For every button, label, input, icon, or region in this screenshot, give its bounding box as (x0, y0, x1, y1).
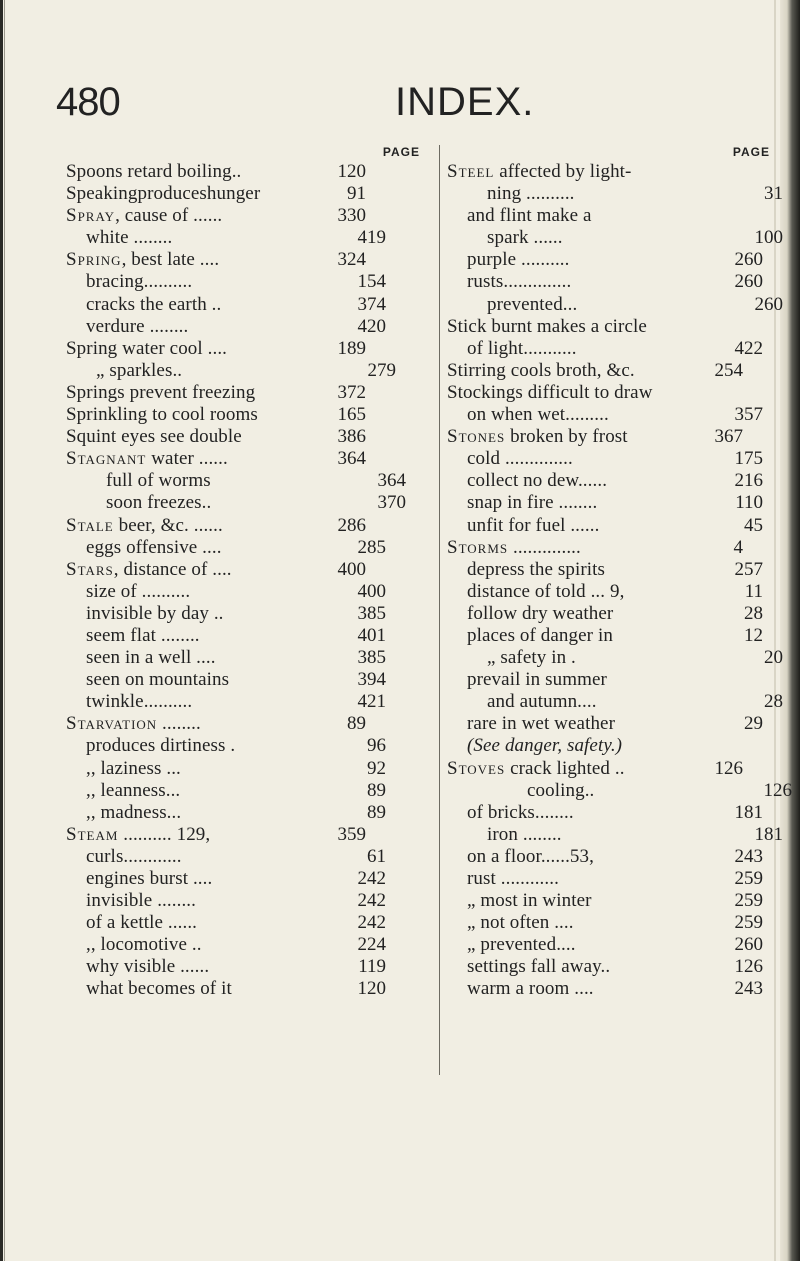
index-entry-page: 4 (733, 536, 743, 558)
index-entry-page: 259 (734, 912, 763, 934)
index-entry (447, 492, 763, 514)
index-entry (66, 360, 396, 382)
index-entry (66, 294, 386, 316)
index-entry-text: Steel affected by light- (447, 161, 632, 182)
index-entry-text: and autumn.... (487, 691, 597, 713)
index-entry-text: engines burst .... (86, 868, 213, 889)
index-entry-page: 422 (734, 337, 763, 359)
index-entry-text: settings fall away.. (467, 956, 611, 978)
index-entry-page: 400 (357, 580, 386, 602)
index-entry (66, 691, 386, 713)
index-entry (447, 824, 783, 846)
index-entry (447, 603, 763, 625)
index-entry-page: 216 (734, 470, 763, 492)
index-entry-page: 419 (357, 227, 386, 249)
index-column-left (66, 145, 436, 1001)
index-entry-text: seen in a well .... (86, 647, 216, 669)
index-entry (66, 470, 406, 492)
index-entry-page: 31 (764, 183, 783, 205)
index-entry-page: 260 (734, 934, 763, 956)
index-entry (66, 956, 386, 978)
index-entry (66, 316, 386, 338)
index-entry-page: 12 (744, 624, 763, 646)
page-column-label: PAGE (382, 145, 420, 159)
index-entry (66, 426, 366, 448)
index-entry-page: 421 (357, 691, 386, 713)
index-entry (447, 537, 743, 559)
index-entry-text: bracing.......... (86, 271, 193, 293)
index-entry-text: ,, laziness ... (86, 757, 181, 779)
index-entry-text: curls............ (86, 845, 182, 867)
index-entry-text: Sprinkling to cool rooms (66, 404, 258, 426)
index-entry-page: 401 (357, 624, 386, 646)
index-entry-text: rare in wet weather (467, 713, 616, 735)
index-entry (447, 183, 783, 205)
index-entry-page: 370 (377, 492, 406, 514)
index-entry-page: 374 (357, 293, 386, 315)
index-entry (66, 978, 386, 1000)
index-entry-page: 259 (734, 890, 763, 912)
index-entry-page: 286 (337, 514, 366, 536)
index-entry-page: 357 (734, 404, 763, 426)
index-entry-text: eggs offensive .... (86, 536, 222, 558)
index-entry-page: 89 (347, 713, 366, 735)
index-entry-text: Spoons retard boiling.. (66, 161, 242, 182)
index-entry-page: 259 (734, 868, 763, 889)
page-column-label: PAGE (732, 145, 770, 159)
index-entry (447, 581, 763, 603)
index-entry-text: verdure ........ (86, 315, 189, 337)
index-entry (66, 603, 386, 625)
index-entry-text: spark ...... (487, 227, 563, 249)
index-entry (447, 846, 763, 868)
index-entry-text: ,, madness... (86, 801, 182, 823)
index-entry (447, 316, 743, 338)
page-gutter-shadow (0, 0, 3, 1261)
index-entry-text: „ safety in . (487, 647, 576, 669)
index-column-right (447, 145, 792, 1001)
index-entry (66, 382, 366, 404)
index-entry-text: Spring, best late .... (66, 249, 220, 271)
index-entry-text: seem flat ........ (86, 624, 200, 646)
index-entry (447, 735, 763, 757)
index-entry (66, 249, 366, 271)
page-number: 480 (56, 80, 120, 124)
index-entry-text: Stirring cools broth, &c. (447, 359, 635, 381)
index-entry-page: 181 (754, 823, 783, 845)
index-entry-page: 11 (744, 580, 763, 602)
index-entry-page: 254 (714, 359, 743, 381)
index-entry-page: 92 (367, 757, 386, 779)
index-entry-page: 242 (357, 912, 386, 934)
index-entry-text: Squint eyes see double (66, 426, 242, 448)
index-entry-text: iron ........ (487, 823, 562, 845)
index-entry (447, 161, 743, 183)
page-header (56, 80, 756, 140)
index-entry (447, 448, 763, 470)
index-entry (66, 735, 386, 757)
index-entry-page: 330 (337, 205, 366, 227)
index-entry (66, 161, 366, 183)
index-entry (66, 713, 366, 735)
index-entry-text: of a kettle ...... (86, 912, 198, 934)
index-entry-text: ning .......... (487, 183, 575, 205)
index-entry (66, 338, 366, 360)
index-entry (447, 713, 763, 735)
index-entry-text: of bricks........ (467, 801, 574, 823)
index-entry-page: 386 (337, 426, 366, 448)
index-entry-text: rusts.............. (467, 271, 572, 293)
index-entry (447, 780, 792, 802)
index-entry (66, 492, 406, 514)
index-entry (66, 780, 386, 802)
index-entry-text: „ not often .... (467, 912, 574, 934)
index-entry (66, 934, 386, 956)
index-entry (66, 758, 386, 780)
index-entry-page: 89 (367, 801, 386, 823)
index-entry-page: 120 (357, 978, 386, 1000)
index-entry-page: 260 (754, 293, 783, 315)
page-gutter-line (4, 0, 5, 1261)
index-entry-text: collect no dew...... (467, 470, 608, 492)
index-entry-page: 324 (337, 249, 366, 271)
index-entry (66, 537, 386, 559)
index-entry-text: and flint make a (467, 205, 592, 227)
index-entry (66, 912, 386, 934)
index-entry (66, 271, 386, 293)
index-entry-text: what becomes of it (86, 978, 232, 1000)
index-entry-page: 364 (337, 448, 366, 470)
index-entry-text: Spray, cause of ...... (66, 205, 223, 227)
index-entry-page: 279 (367, 359, 396, 381)
index-entry-page: 260 (734, 249, 763, 271)
index-entry-text: white ........ (86, 227, 173, 249)
index-entry (447, 758, 743, 780)
index-entry (66, 846, 386, 868)
index-entry-page: 61 (367, 845, 386, 867)
index-entry-page: 420 (357, 315, 386, 337)
index-entry-text: rust ............ (467, 868, 559, 889)
index-entry-page: 175 (734, 448, 763, 470)
index-entry-page: 120 (337, 161, 366, 182)
index-entry-text: Stale beer, &c. ...... (66, 514, 223, 536)
index-entry (447, 669, 763, 691)
index-entry-page: 364 (377, 470, 406, 492)
index-entry (447, 271, 763, 293)
index-entry-page: 394 (357, 669, 386, 691)
index-entry-page: 243 (734, 978, 763, 1000)
index-entry-text: Stars, distance of .... (66, 558, 232, 580)
index-entry (447, 205, 763, 227)
index-entry (66, 515, 366, 537)
index-entry-text: on when wet......... (467, 404, 609, 426)
index-entry-text: Stoves crack lighted .. (447, 757, 625, 779)
index-entry (447, 470, 763, 492)
index-entry-text: cold .............. (467, 448, 573, 470)
index-entry (66, 581, 386, 603)
index-entry-page: 400 (337, 558, 366, 580)
index-entry-text: distance of told ... 9, (467, 580, 625, 602)
index-entry-page: 91 (347, 183, 366, 205)
index-entry-text: unfit for fuel ...... (467, 514, 600, 536)
index-entry-page: 385 (357, 602, 386, 624)
index-entry (447, 868, 763, 890)
index-entry-text: (See danger, safety.) (467, 735, 623, 757)
index-entry (447, 294, 783, 316)
index-entry-text: „ most in winter (467, 890, 592, 912)
index-entry-text: Stones broken by frost (447, 426, 628, 448)
index-entry (66, 824, 366, 846)
index-entry-text: twinkle.......... (86, 691, 193, 713)
index-entry (66, 448, 366, 470)
index-entry-page: 242 (357, 890, 386, 912)
index-entry-text: prevented... (487, 293, 578, 315)
index-entry (66, 205, 366, 227)
index-entry (66, 802, 386, 824)
index-entry-text: snap in fire ........ (467, 492, 598, 514)
index-entry-page: 367 (714, 426, 743, 448)
index-entry (447, 956, 763, 978)
index-entry (447, 559, 763, 581)
index-entry (447, 404, 763, 426)
index-entry-text: places of danger in (467, 624, 613, 646)
index-entry (66, 559, 366, 581)
index-entry (447, 515, 763, 537)
index-entry (447, 625, 763, 647)
index-entry (66, 890, 386, 912)
index-entry-page: 119 (358, 956, 386, 978)
index-entry-text: full of worms (106, 470, 211, 492)
index-entry-page: 20 (764, 647, 783, 669)
index-entry (447, 338, 763, 360)
index-entry-text: „ sparkles.. (96, 359, 183, 381)
index-entry (447, 382, 743, 404)
index-entry-text: Stockings difficult to draw (447, 381, 653, 403)
index-entry-page: 359 (337, 823, 366, 845)
index-entry-page: 96 (367, 735, 386, 757)
index-entry-text: of light........... (467, 337, 577, 359)
index-entry-page: 242 (357, 868, 386, 889)
index-entry (66, 647, 386, 669)
index-entry-page: 285 (357, 536, 386, 558)
index-entry-text: seen on mountains (86, 669, 230, 691)
index-entry-text: Steam .......... 129, (66, 823, 211, 845)
index-entry (447, 978, 763, 1000)
running-title: INDEX. (395, 80, 535, 124)
index-entry-page: 89 (367, 779, 386, 801)
index-entry-text: size of .......... (86, 580, 191, 602)
index-entry-page: 224 (357, 934, 386, 956)
index-entry (66, 625, 386, 647)
index-entry (66, 183, 366, 205)
index-entry-page: 257 (734, 558, 763, 580)
index-entry-page: 154 (357, 271, 386, 293)
index-entry-text: cracks the earth .. (86, 293, 222, 315)
index-entry-text: warm a room .... (467, 978, 594, 1000)
index-entry-page: 29 (744, 713, 763, 735)
index-entry-page: 28 (744, 602, 763, 624)
index-entry-page: 126 (763, 779, 792, 801)
index-entries-right (447, 161, 792, 1001)
index-entry-text: soon freezes.. (106, 492, 212, 514)
index-entry-text: Spring water cool .... (66, 337, 228, 359)
index-entry (447, 426, 743, 448)
index-entry (447, 647, 783, 669)
index-entry-text: „ prevented.... (467, 934, 576, 956)
index-entry-text: invisible ........ (86, 890, 196, 912)
index-entry-text: Stick burnt makes a circle (447, 315, 647, 337)
index-entry-text: ,, leanness... (86, 779, 181, 801)
index-entry-page: 181 (734, 801, 763, 823)
index-entry-page: 243 (734, 845, 763, 867)
index-entry-page: 28 (764, 691, 783, 713)
index-entry-text: on a floor......53, (467, 845, 594, 867)
index-entry-text: Springs prevent freezing (66, 381, 256, 403)
index-entry-page: 372 (337, 381, 366, 403)
index-entries-left (66, 161, 436, 1001)
index-entry (447, 890, 763, 912)
index-entry (66, 404, 366, 426)
index-entry (66, 227, 386, 249)
index-entry (447, 227, 783, 249)
index-entry-text: invisible by day .. (86, 602, 224, 624)
index-entry (447, 912, 763, 934)
index-entry-text: cooling.. (527, 779, 595, 801)
index-entry-page: 126 (734, 956, 763, 978)
index-entry-page: 100 (754, 227, 783, 249)
index-entry-page: 165 (337, 404, 366, 426)
index-entry-text: ,, locomotive .. (86, 934, 202, 956)
index-entry-text: why visible ...... (86, 956, 210, 978)
index-entry-text: produces dirtiness . (86, 735, 236, 757)
index-entry-text: depress the spirits (467, 558, 606, 580)
index-entry-page: 189 (337, 337, 366, 359)
index-entry (66, 868, 386, 890)
index-entry-page: 385 (357, 647, 386, 669)
index-entry (447, 691, 783, 713)
index-entry-text: Stagnant water ...... (66, 448, 228, 470)
index-entry-text: Starvation ........ (66, 713, 201, 735)
index-entry-page: 260 (734, 271, 763, 293)
index-entry-page: 45 (744, 514, 763, 536)
index-entry (447, 802, 763, 824)
index-entry (66, 669, 386, 691)
index-entry-text: follow dry weather (467, 602, 614, 624)
index-entry (447, 249, 763, 271)
index-entry-text: purple .......... (467, 249, 570, 271)
index-entry-text: Speakingproduceshunger (66, 183, 261, 205)
index-entry-text: Storms .............. (447, 536, 581, 558)
index-entry-page: 110 (735, 492, 763, 514)
column-divider (439, 145, 440, 1075)
index-entry-text: prevail in summer (467, 669, 607, 691)
index-entry-page: 126 (714, 757, 743, 779)
index-entry (447, 934, 763, 956)
index-entry (447, 360, 743, 382)
